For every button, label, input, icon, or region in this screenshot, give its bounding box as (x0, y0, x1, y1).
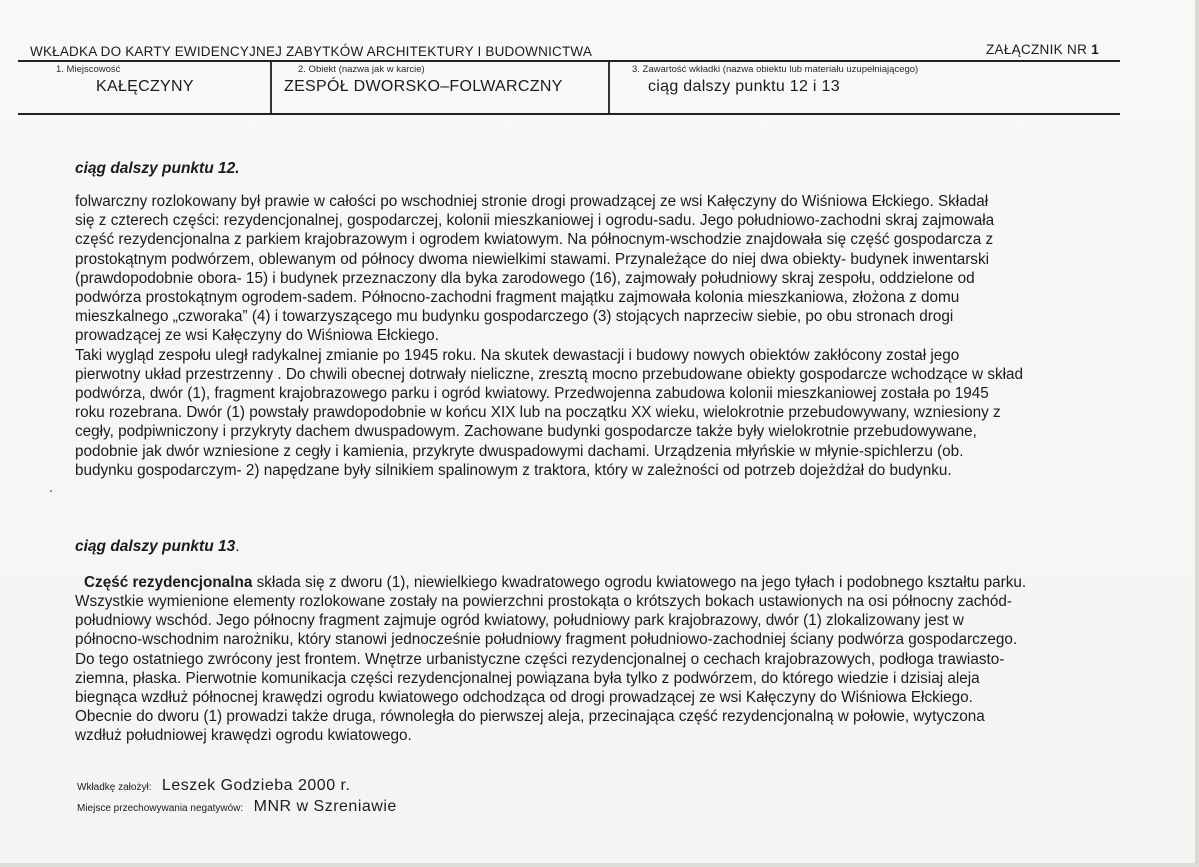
section-13-line: Obecnie do dworu (1) prowadzi także druga, równoległa do pierwszej aleja, przecinająca część rezydencjonalną w połowie, wytyczona (75, 708, 985, 726)
section-12-line: (prawdopodobnie obora- 15) i budynek przeznaczony dla byka zarodowego (16), zajmowały południowy skraj zespołu, oddzielone od (75, 269, 975, 287)
section-12-line: mieszkalnego „czworaka” (4) i towarzyszącego mu budynku gospodarczego (3) stojących naprzeciw siebie, po obu stronach drogi (75, 308, 954, 326)
storage-row (77, 798, 397, 816)
section-13-heading (75, 538, 240, 556)
section-13-line: Do tego ostatniego zwrócony jest frontem. Wnętrze urbanistyczne części rezydencjonalnej o cechach krajobrazowych, podłoga trawiasto- (75, 650, 1005, 668)
section-13-line: biegnąca wzdłuż północnej krawędzi ogrodu kwiatowego odchodząca od drogi prowadzącej ze wsi Kałęczyny do Wiśniowa Ełckiego. (75, 689, 973, 707)
section-12-line: się z czterech części: rezydencjonalnej, gospodarczej, kolonii mieszkaniowej i ogrodu-sadu. Jego południowo-zachodni skraj zajmowała (75, 212, 995, 230)
storage-value: MNR w Szreniawie (253, 798, 397, 815)
cell-divider-1 (270, 62, 272, 113)
content-label: 3. Zawartość wkładki (nazwa obiektu lub materiału uzupełniającego) (632, 64, 919, 75)
content-value: ciąg dalszy punktu 12 i 13 (648, 78, 840, 95)
header-rule-bottom (18, 113, 1120, 115)
section-13-paragraph (84, 573, 1129, 592)
section-12-line: część rezydencjonalna z parkiem krajobrazowym i ogrodem kwiatowym. Na północnym-wschodzie znajdowała się część gospodarcza z (75, 231, 994, 249)
scan-speck (50, 490, 52, 492)
object-label: 2. Obiekt (nazwa jak w karcie) (298, 64, 425, 75)
section-12-line: budynku gospodarczym- 2) napędzane były silnikiem spalinowym z traktora, który w zależności od potrzeb dojeżdżał do budynku. (75, 461, 952, 479)
section-12-line: podwórza prostokątnym ogrodem-sadem. Północno-zachodni fragment majątku zajmowała kolonia mieszkaniowa, złożona z domu (75, 289, 960, 307)
section-12-line: prowadzącej ze wsi Kałęczyny do Wiśniowa Ełckiego. (75, 327, 439, 345)
section-12-line: prostokątnym podwórzem, oblewanym od północy dwoma niewielkimi stawami. Przynależące do niej dwa obiekty- budynek inwentarski (75, 250, 989, 268)
place-label: 1. Miejscowość (56, 64, 121, 75)
annex-label-text: ZAŁĄCZNIK NR (986, 42, 1088, 57)
section-12-line: Taki wygląd zespołu uległ radykalnej zmianie po 1945 roku. Na skutek dewastacji i budowy nowych obiektów zakłócony został jego (75, 346, 960, 364)
section-12-heading: ciąg dalszy punktu 12. (75, 160, 240, 177)
section-13-line: ziemna, płaska. Pierwotnie komunikacja części rezydencjonalnej powiązana była tylko z podwórzem, do którego wiedzie i dzisiaj aleja (75, 669, 980, 687)
section-13-line: Wszystkie wymienione elementy rozlokowane zostały na powierzchni prostokąta o krótszych bokach ustawionych na osi północny zachód- (75, 593, 1012, 610)
section-12-paragraph (75, 192, 1125, 480)
author-label: Wkładkę założył: (77, 782, 152, 793)
section-12-line: cegły, podpiwniczony i przykryty dachem dwuspadowym. Zachowane budynki gospodarcze także były wielokrotnie przebudowywane, (75, 423, 977, 441)
author-value: Leszek Godzieba 2000 r. (161, 777, 351, 794)
section-13-line: wzdłuż południowej krawędzi ogrodu kwiatowego. (75, 727, 412, 745)
author-row (77, 777, 350, 795)
section-13-line: północno-wschodnim narożniku, który stanowi jednocześnie południowy fragment południowo-zachodniej ściany podwórza gospodarczego. (75, 631, 1018, 649)
section-13-paragraph-cont (75, 592, 1125, 746)
scan-edge-right (1195, 0, 1199, 867)
header-rule-top (18, 60, 1120, 62)
place-value: KAŁĘCZYNY (96, 78, 194, 95)
section-13-heading-dot: . (235, 538, 240, 555)
scan-edge-bottom (0, 863, 1199, 867)
section-13-line: południowy wschód. Jego północny fragment zajmuje ogród kwiatowy, południowy park krajobrazowy, dwór (1) zlokalizowany jest w (75, 612, 964, 630)
section-13-heading-text: ciąg dalszy punktu 13 (75, 538, 236, 555)
section-12-line: podwórza, dwór (1), fragment krajobrazowego parku i ogród kwiatowy. Przedwojenna zabudowa kolonii mieszkaniowej została po 1945 (75, 385, 989, 403)
section-13-line-first (84, 573, 1129, 592)
section-12-line: roku rozebrana. Dwór (1) powstały prawdopodobnie w końcu XIX lub na początku XX wieku, wielokrotnie przebudowywany, wzniesiony z (75, 404, 1001, 422)
section-13-lead-bold: Część rezydencjonalna (84, 574, 253, 591)
section-12-line: pierwotny układ przestrzenny . Do chwili obecnej dotrwały nieliczne, zresztą mocno przebudowane obiekty gospodarcze wchodzące w skład (75, 365, 1024, 383)
annex-label (986, 42, 1099, 57)
cell-divider-2 (608, 62, 610, 113)
storage-label: Miejsce przechowywania negatywów: (77, 803, 244, 814)
form-title: WKŁADKA DO KARTY EWIDENCYJNEJ ZABYTKÓW ARCHITEKTURY I BUDOWNICTWA (30, 44, 593, 59)
section-13-line: składa się z dworu (1), niewielkiego kwadratowego ogrodu kwiatowego na jego tyłach i podobnego kształtu parku. (252, 574, 1027, 591)
object-value: ZESPÓŁ DWORSKO–FOLWARCZNY (284, 78, 563, 95)
section-12-line: folwarczny rozlokowany był prawie w całości po wschodniej stronie drogi prowadzącej ze wsi Kałęczyny do Wiśniowa Ełckiego. Składał (75, 193, 989, 210)
annex-number: 1 (1091, 42, 1099, 57)
section-12-line: podobnie jak dwór wzniesione z cegły i kamienia, przykryte dwuspadowymi dachami. Urządzenia młyńskie w młynie-spichlerzu (ob. (75, 442, 964, 460)
